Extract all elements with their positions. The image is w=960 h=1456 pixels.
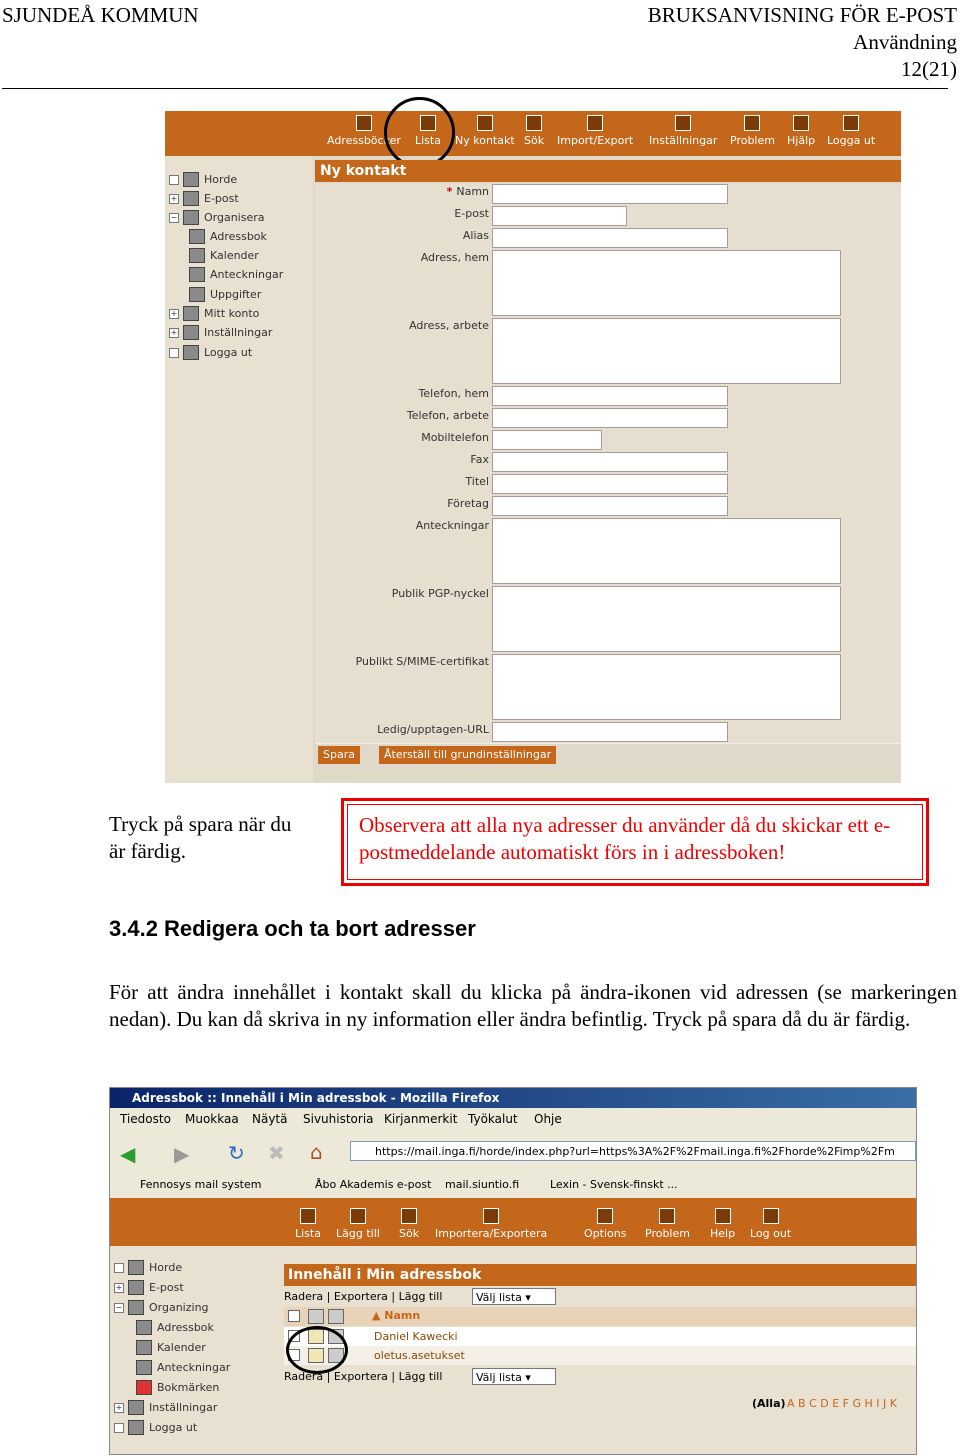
app-menubar	[110, 1198, 916, 1246]
horde-icon	[128, 1260, 144, 1275]
organize-icon	[183, 210, 199, 225]
search-icon	[401, 1208, 417, 1224]
form-button-bar	[315, 744, 901, 769]
new-contact-form	[315, 156, 901, 783]
alpha-filter	[284, 1394, 916, 1413]
header-doc-title: BRUKSANVISNING FÖR E-POST	[647, 3, 957, 27]
field-row-anteckningar: Anteckningar	[315, 517, 901, 586]
field-row-smime: Publikt S/MIME-certifikat	[315, 653, 901, 722]
problem-icon	[659, 1208, 675, 1224]
add-icon	[350, 1208, 366, 1224]
menu-tiedosto[interactable]: Tiedosto	[120, 1112, 171, 1126]
field-row-titel: Titel	[315, 473, 901, 496]
menu-importera-exportera[interactable]: Importera/Exportera	[435, 1208, 547, 1240]
menu-lista[interactable]: Lista	[295, 1208, 321, 1240]
menu-logga-ut[interactable]: Logga ut	[827, 115, 875, 147]
sidebar-item-installningar[interactable]: + Inställningar	[170, 326, 273, 339]
header-divider	[2, 88, 948, 89]
field-row-epost: E-post	[315, 205, 901, 228]
save-button[interactable]: Spara	[318, 746, 360, 764]
sidebar-item-adressbok[interactable]: Adressbok	[189, 229, 267, 244]
header-org: SJUNDEÅ KOMMUN	[2, 3, 199, 27]
app-menubar	[165, 111, 901, 156]
list-actions[interactable]: Radera | Exportera | Lägg till	[284, 1370, 443, 1383]
edit-icon	[308, 1309, 324, 1324]
sidebar-item-mitt-konto[interactable]: + Mitt konto	[170, 307, 260, 320]
highlight-circle	[286, 1326, 348, 1374]
url-bar[interactable]: https://mail.inga.fi/horde/index.php?url=https%3A%2F%2Fmail.inga.fi%2Fhorde%2Fimp%2Fm	[350, 1141, 916, 1161]
screenshot-address-list	[109, 1087, 917, 1455]
alias-input[interactable]	[492, 228, 728, 248]
menu-installningar[interactable]: Inställningar	[649, 115, 717, 147]
menu-hjalp[interactable]: Hjälp	[787, 115, 815, 147]
sidebar-item-kalender[interactable]: Kalender	[189, 248, 259, 263]
menu-ohje[interactable]: Ohje	[534, 1112, 562, 1126]
sidebar-item-installningar[interactable]: + Inställningar	[115, 1401, 218, 1414]
address-list	[284, 1246, 916, 1454]
calendar-icon	[136, 1340, 152, 1355]
side-note: Tryck på spara när du är färdig.	[109, 812, 292, 863]
field-row-ledig-url: Ledig/upptagen-URL	[315, 721, 901, 744]
menu-problem[interactable]: Problem	[645, 1208, 690, 1240]
mail-icon	[183, 191, 199, 206]
user-icon	[183, 306, 199, 321]
mobile-input[interactable]	[492, 430, 602, 450]
column-namn[interactable]: ▲ Namn	[372, 1309, 421, 1322]
horde-icon	[183, 172, 199, 187]
webmail-app	[110, 1198, 916, 1454]
search-icon	[526, 115, 542, 131]
problem-icon	[744, 115, 760, 131]
logout-icon	[843, 115, 859, 131]
home-phone-input[interactable]	[492, 386, 728, 406]
list-header-row	[284, 1307, 916, 1326]
field-row-telefon-arbete: Telefon, arbete	[315, 407, 901, 430]
alpha-all[interactable]: (Alla)	[752, 1397, 786, 1410]
forward-icon[interactable]: ▶	[174, 1142, 190, 1166]
contact-card-icon	[328, 1309, 344, 1324]
import-export-icon	[483, 1208, 499, 1224]
menu-import-export[interactable]: Import/Export	[557, 115, 633, 147]
sidebar-item-horde[interactable]: Horde	[114, 1260, 182, 1275]
table-row	[284, 1327, 916, 1346]
work-address-input[interactable]	[492, 318, 841, 384]
screenshot-new-contact	[165, 111, 901, 783]
menu-tyokalut[interactable]: Työkalut	[468, 1112, 518, 1126]
menu-sok[interactable]: Sök	[524, 115, 544, 147]
warning-text: Observera att alla nya adresser du använder då du skickar ett e-postmeddelande automatiskt förs in i adressboken!	[359, 813, 891, 864]
tools-icon	[597, 1208, 613, 1224]
new-contact-icon	[477, 115, 493, 131]
sidebar-item-anteckningar[interactable]: Anteckningar	[189, 267, 283, 282]
sidebar-item-organizing[interactable]: − Organizing	[115, 1301, 209, 1314]
bookmarks-bar	[110, 1174, 916, 1196]
header-page: 12(21)	[901, 57, 957, 81]
sidebar-item-organisera[interactable]: − Organisera	[170, 211, 265, 224]
field-row-fax: Fax	[315, 451, 901, 474]
menu-lagg-till[interactable]: Lägg till	[336, 1208, 380, 1240]
form-title: Ny kontakt	[315, 160, 901, 182]
browser-navbar	[110, 1132, 916, 1172]
tools-icon	[183, 325, 199, 340]
field-row-mobiltelefon: Mobiltelefon	[315, 429, 901, 452]
sidebar-item-anteckningar[interactable]: Anteckningar	[136, 1360, 230, 1375]
bookmark-item[interactable]: Åbo Akademis e-post	[315, 1178, 432, 1191]
bookmark-item[interactable]: Lexin - Svensk-finskt ...	[550, 1178, 678, 1191]
addressbook-icon	[136, 1320, 152, 1335]
notes-input[interactable]	[492, 518, 841, 584]
sidebar-item-uppgifter[interactable]: Uppgifter	[189, 287, 261, 302]
menu-sok[interactable]: Sök	[399, 1208, 419, 1240]
menu-lista[interactable]: Lista	[415, 115, 441, 147]
tasks-icon	[189, 287, 205, 302]
help-icon	[715, 1208, 731, 1224]
tools-icon	[675, 115, 691, 131]
list-toolbar-top	[284, 1287, 916, 1306]
menu-adressbocker[interactable]: Adressböcker	[327, 115, 401, 147]
organize-icon	[128, 1300, 144, 1315]
sidebar	[110, 1246, 282, 1454]
field-row-namn: * Namn	[315, 183, 901, 206]
sidebar-item-adressbok[interactable]: Adressbok	[136, 1320, 214, 1335]
field-row-pgp: Publik PGP-nyckel	[315, 585, 901, 654]
menu-log-out[interactable]: Log out	[750, 1208, 791, 1240]
company-input[interactable]	[492, 496, 728, 516]
header-right	[648, 2, 957, 83]
import-export-icon	[587, 115, 603, 131]
menu-nayta[interactable]: Näytä	[252, 1112, 288, 1126]
list-select[interactable]: Välj lista ▾	[472, 1368, 556, 1385]
name-input[interactable]	[492, 184, 728, 204]
addressbook-icon	[189, 229, 205, 244]
field-row-adress-arbete: Adress, arbete	[315, 317, 901, 386]
back-icon[interactable]: ◀	[120, 1142, 136, 1166]
warning-box	[341, 798, 929, 886]
field-row-adress-hem: Adress, hem	[315, 249, 901, 318]
browser-menubar	[110, 1108, 916, 1130]
help-icon	[793, 115, 809, 131]
contact-name[interactable]: oletus.asetukset	[374, 1349, 465, 1362]
sidebar-item-logga-ut[interactable]: Logga ut	[114, 1420, 197, 1435]
menu-sivuhistoria[interactable]: Sivuhistoria	[303, 1112, 374, 1126]
fax-input[interactable]	[492, 452, 728, 472]
smime-cert-input[interactable]	[492, 654, 841, 720]
notes-icon	[136, 1360, 152, 1375]
book-icon	[356, 115, 372, 131]
sidebar-item-epost[interactable]: + E-post	[170, 192, 239, 205]
freebusy-url-input[interactable]	[492, 722, 728, 742]
alpha-letters[interactable]: A B C D E F G H I J K	[787, 1397, 897, 1410]
logout-icon	[128, 1420, 144, 1435]
table-row	[284, 1346, 916, 1365]
logout-icon	[763, 1208, 779, 1224]
contact-name[interactable]: Daniel Kawecki	[374, 1330, 458, 1343]
reset-button[interactable]: Återställ till grundinställningar	[379, 746, 556, 764]
mail-icon	[128, 1280, 144, 1295]
field-row-telefon-hem: Telefon, hem	[315, 385, 901, 408]
email-input[interactable]	[492, 206, 627, 226]
menu-ny-kontakt[interactable]: Ny kontakt	[455, 115, 515, 147]
header-section: Användning	[853, 30, 957, 54]
menu-options[interactable]: Options	[584, 1208, 626, 1240]
home-icon[interactable]: ⌂	[310, 1140, 323, 1164]
body-paragraph: För att ändra innehållet i kontakt skall du klicka på ändra-ikonen vid adressen (se markeringen nedan). Du kan då skriva in ny information eller ändra befintlig. Tryck på spara då du är färdig.	[109, 980, 957, 1031]
menu-help[interactable]: Help	[710, 1208, 735, 1240]
title-input[interactable]	[492, 474, 728, 494]
sidebar	[165, 156, 313, 783]
sidebar-item-kalender[interactable]: Kalender	[136, 1340, 206, 1355]
bookmark-item[interactable]: Fennosys mail system	[140, 1178, 262, 1191]
window-title: Adressbok :: Innehåll i Min adressbok - Mozilla Firefox	[110, 1088, 916, 1108]
calendar-icon	[189, 248, 205, 263]
list-icon	[300, 1208, 316, 1224]
list-actions[interactable]: Radera | Exportera | Lägg till	[284, 1290, 443, 1303]
pgp-key-input[interactable]	[492, 586, 841, 652]
work-phone-input[interactable]	[492, 408, 728, 428]
sidebar-item-logga-ut[interactable]: Logga ut	[169, 345, 252, 360]
tools-icon	[128, 1400, 144, 1415]
section-heading: 3.4.2 Redigera och ta bort adresser	[109, 916, 476, 941]
field-row-foretag: Företag	[315, 495, 901, 518]
list-toolbar-bottom	[284, 1367, 916, 1386]
sidebar-item-epost[interactable]: + E-post	[115, 1281, 184, 1294]
sidebar-item-bokmarken[interactable]: Bokmärken	[136, 1380, 219, 1395]
logout-icon	[183, 345, 199, 360]
list-select[interactable]: Välj lista ▾	[472, 1288, 556, 1305]
select-all-checkbox[interactable]	[288, 1310, 300, 1322]
menu-kirjanmerkit[interactable]: Kirjanmerkit	[384, 1112, 458, 1126]
home-address-input[interactable]	[492, 250, 841, 316]
sidebar-item-horde[interactable]: Horde	[169, 172, 237, 187]
menu-muokkaa[interactable]: Muokkaa	[185, 1112, 239, 1126]
heart-icon	[136, 1380, 152, 1395]
bookmark-item[interactable]: mail.siuntio.fi	[445, 1178, 520, 1191]
field-row-alias: Alias	[315, 227, 901, 250]
list-heading: Innehåll i Min adressbok	[284, 1264, 916, 1286]
reload-icon[interactable]: ↻	[228, 1141, 245, 1165]
notes-icon	[189, 267, 205, 282]
stop-icon[interactable]: ✖	[268, 1141, 285, 1165]
menu-problem[interactable]: Problem	[730, 115, 775, 147]
